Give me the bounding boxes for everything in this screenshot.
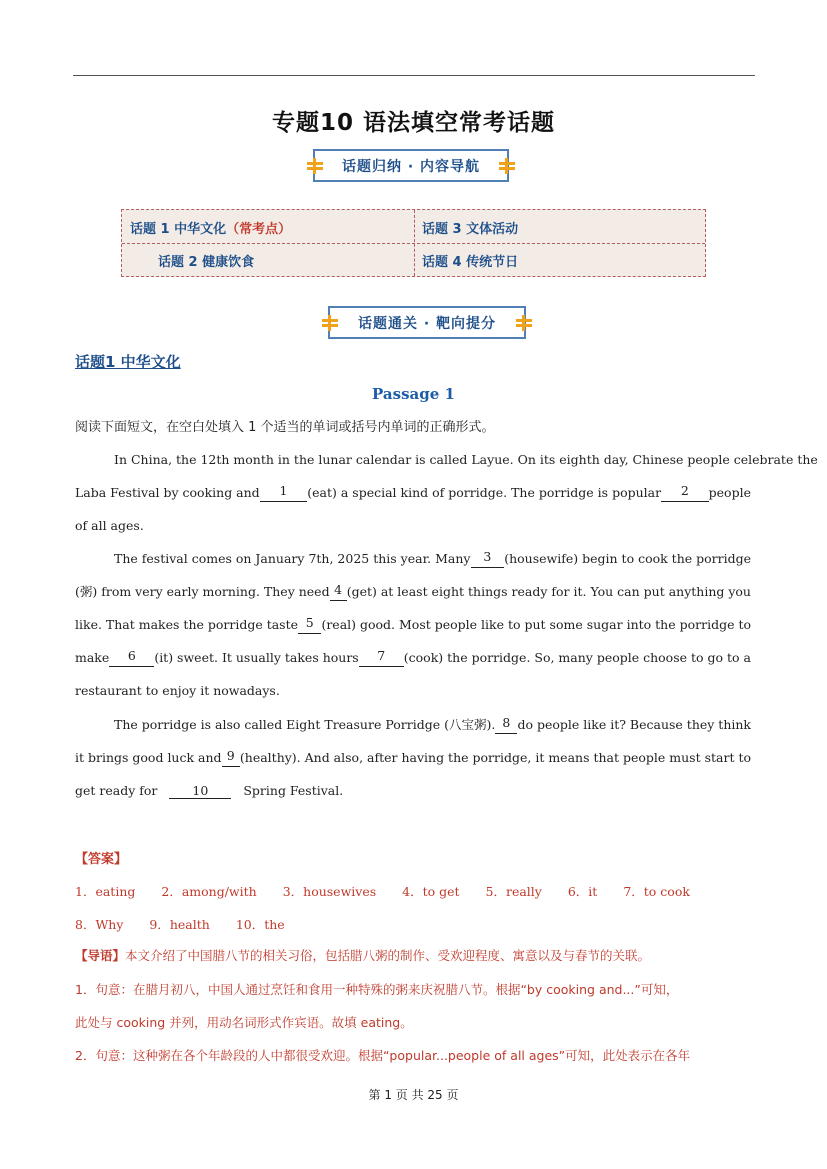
answer-item: 4．to get: [402, 884, 460, 899]
topic-table: [121, 209, 706, 277]
topic-1-highlight: （常考点）: [226, 222, 292, 237]
passage-line: like. That makes the porridge taste 5 (real) good. Most people like to put some sugar into the porridge to: [75, 615, 751, 632]
answer-item: 10．the: [235, 917, 285, 932]
blank-3[interactable]: 3: [471, 550, 505, 568]
answer-item: 1．eating: [75, 884, 136, 899]
practice-banner-label: 话题通关 · 靶向提分: [357, 315, 497, 332]
topic-1-label: 话题 1 中华文化: [130, 222, 227, 237]
practice-banner: [328, 306, 526, 339]
explanation-line: 2．句意：这种粥在各个年龄段的人中都很受欢迎。根据“popular...people of all ages”可知，此处表示在各年: [75, 1048, 691, 1063]
guide-body: 本文介绍了中国腊八节的相关习俗，包括腊八粥的制作、受欢迎程度、寓意以及与春节的关联。: [125, 948, 651, 963]
passage-line: get ready for 10 Spring Festival.: [75, 783, 344, 798]
blank-2[interactable]: 2: [661, 484, 709, 502]
passage-line: (粥) from very early morning. They need 4 (get) at least eight things ready for it. You can put anything you: [75, 582, 751, 599]
blank-4[interactable]: 4: [330, 583, 347, 601]
passage-line: it brings good luck and 9 (healthy). And also, after having the porridge, it means that people must start to: [75, 748, 751, 765]
passage-line: restaurant to enjoy it nowadays.: [75, 683, 280, 698]
passage-line: The festival comes on January 7th, 2025 this year. Many 3 (housewife) begin to cook the porridge: [114, 549, 751, 566]
passage-title: Passage 1: [372, 385, 455, 403]
passage-line: The porridge is also called Eight Treasure Porridge (八宝粥). 8 do people like it? Because they think: [114, 715, 751, 732]
blank-8[interactable]: 8: [495, 716, 517, 734]
answer-item: 2．among/with: [161, 884, 257, 899]
answer-row: [75, 882, 712, 900]
banner-deco-icon: [499, 160, 515, 172]
answer-heading: 【答案】: [75, 852, 128, 867]
topic-1-cell[interactable]: [130, 218, 291, 237]
passage-line: In China, the 12th month in the lunar calendar is called Layue. On its eighth day, Chinese people celebrate the: [114, 452, 818, 467]
nav-banner-label: 话题归纳 · 内容导航: [341, 158, 481, 175]
answer-item: 7．to cook: [623, 884, 690, 899]
answer-item: 8．Why: [75, 917, 124, 932]
blank-5[interactable]: 5: [298, 616, 321, 634]
answer-item: 3．housewives: [282, 884, 377, 899]
nav-banner: [313, 149, 509, 182]
blank-10[interactable]: 10: [169, 784, 231, 799]
answer-item: 6．it: [567, 884, 598, 899]
header-rule: [73, 75, 755, 76]
blank-6[interactable]: 6: [109, 649, 154, 667]
blank-1[interactable]: 1: [260, 484, 308, 502]
banner-deco-icon: [516, 317, 532, 329]
blank-9[interactable]: 9: [222, 749, 240, 767]
guide-text: [75, 947, 751, 965]
passage-line: of all ages.: [75, 518, 144, 533]
page-title: 专题10 语法填空常考话题: [271, 110, 555, 136]
guide-tag: 【导语】: [75, 948, 126, 963]
topic-4-cell[interactable]: 话题 4 传统节日: [422, 255, 519, 270]
banner-deco-icon: [307, 160, 323, 172]
topic-2-cell[interactable]: 话题 2 健康饮食: [158, 255, 255, 270]
instruction: 阅读下面短文，在空白处填入 1 个适当的单词或括号内单词的正确形式。: [75, 420, 495, 435]
answer-item: 9．health: [149, 917, 210, 932]
explanation-line: 1．句意：在腊月初八，中国人通过烹饪和食用一种特殊的粥来庆祝腊八节。根据“by cooking and...”可知，: [75, 982, 679, 997]
section-title[interactable]: 话题1 中华文化: [75, 353, 181, 371]
banner-deco-icon: [322, 317, 338, 329]
answer-row: [75, 915, 307, 933]
passage-line: make 6 (it) sweet. It usually takes hours 7 (cook) the porridge. So, many people choose to go to a: [75, 648, 751, 665]
answer-item: 5．really: [485, 884, 542, 899]
topic-3-cell[interactable]: 话题 3 文体活动: [422, 222, 519, 237]
explanation-line: 此处与 cooking 并列，用动名词形式作宾语。故填 eating。: [75, 1015, 413, 1030]
page-footer: 第 1 页 共 25 页: [368, 1088, 459, 1102]
passage-line: Laba Festival by cooking and 1 (eat) a special kind of porridge. The porridge is popular 2 people: [75, 483, 751, 500]
blank-7[interactable]: 7: [359, 649, 404, 667]
